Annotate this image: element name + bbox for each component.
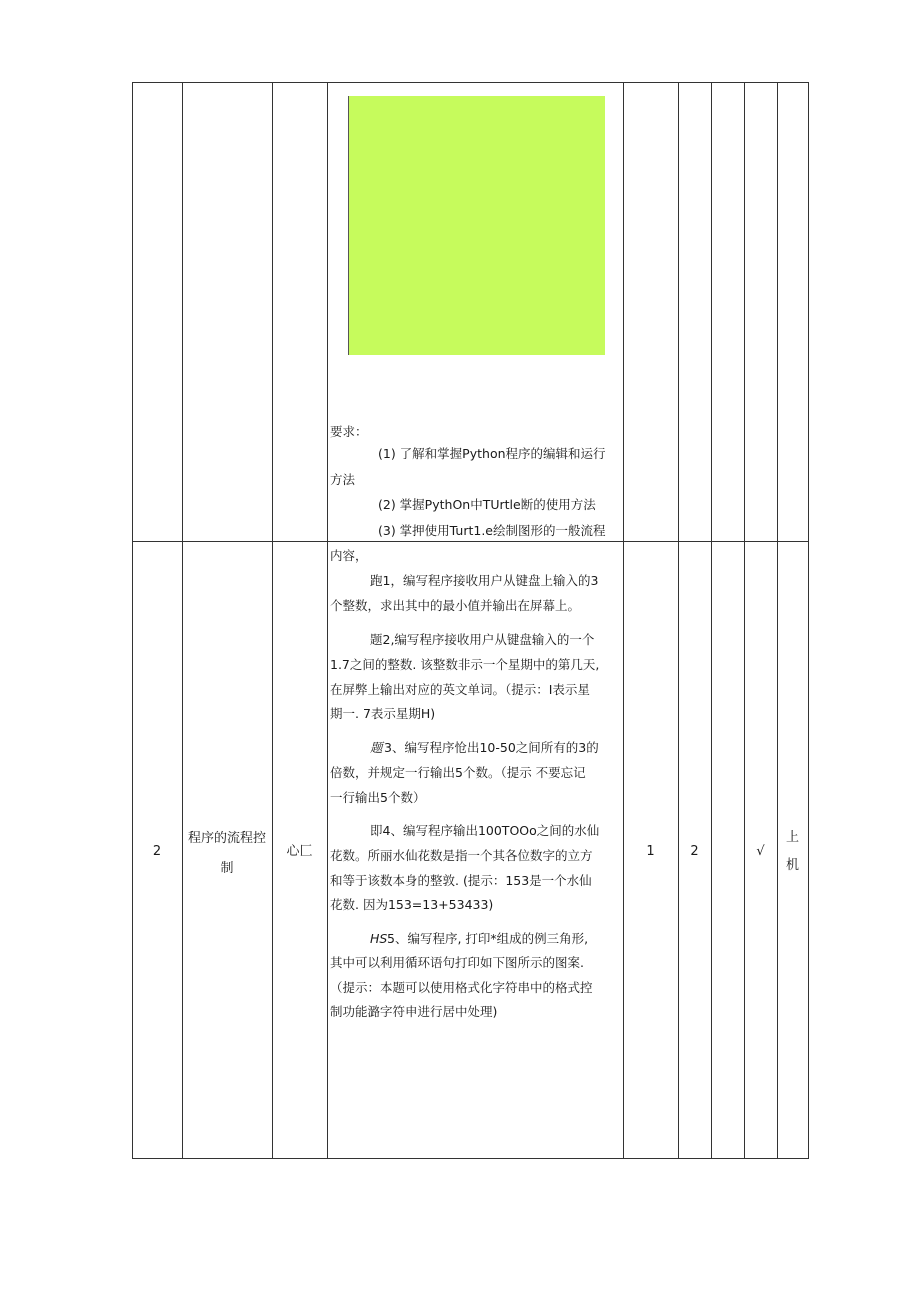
content-heading: 内容， [330,548,368,563]
credit-value: 2 [690,844,699,859]
question-4-line-1: 即4、编写程序输出100TOOo之间的水仙 [370,823,600,838]
requirement-1-line-2: 方法 [330,472,356,487]
table-bottom-border [132,1158,809,1159]
column-border-7 [711,82,712,1159]
question-3-prefix: 题 [370,740,383,755]
question-5-line-1: 5、编写程序, 打印*组成的例三角形, [387,931,589,946]
question-2-line-2: 1.7之间的整数. 该整数非示一个星期中的第几天, [330,657,600,672]
hours-value: 1 [646,844,655,859]
row-number: 2 [152,844,162,859]
mode-line-2: 机 [785,858,799,873]
question-4-line-2: 花数。所丽水仙花数是指一个其各位数字的立方 [330,848,593,863]
column-border-8 [744,82,745,1159]
column-border-2 [182,82,183,1159]
question-3-line-2: 倍数，并规定一行输出5个数。（提示 不要忘记 [330,765,586,780]
question-2-line-4: 期一. 7表示星期H) [330,706,436,721]
required-check: √ [756,844,765,859]
table-top-border [132,82,809,83]
question-1-line-2: 个整数，求出其中的最小值并输出在屏幕上。 [330,598,581,613]
column-border-10 [808,82,809,1159]
green-square-image [348,96,605,355]
question-5-prefix: HS [370,931,388,946]
row-divider [132,541,809,542]
requirement-2: (2) 掌握PythOn中TUrtle断的使用方法 [378,497,596,512]
question-4-line-3: 和等于该数本身的整敦. (提示：153是一个水仙 [330,873,592,888]
column-border-4 [327,82,328,1159]
question-3-line-1: 3、编写程序怆出10-50之间所有的3的 [384,740,599,755]
column-border-6 [678,82,679,1159]
question-3-line-3: 一行输出5个数） [330,790,426,805]
experiment-type: 心匚 [286,844,313,859]
requirement-3: (3) 掌押使用Turt1.e绘制图形的一般流程 [378,523,606,538]
question-2-line-1: 题2,编写程序接收用户从键盘输入的一个 [370,632,595,647]
question-5-line-3: （提示：本题可以使用格式化字符串中的格式控 [330,980,593,995]
question-2-line-3: 在屏弊上输出对应的英文单词。（提示：I表示星 [330,682,590,697]
column-border-5 [623,82,624,1159]
topic-title-line-1: 程序的流程控 [187,831,266,846]
question-4-line-4: 花数. 因为153=13+53433) [330,897,494,912]
column-border-9 [777,82,778,1159]
question-1-line-1: 跑1，编写程序接收用户从键盘上输入的3 [370,573,599,588]
topic-title-line-2: 制 [220,861,234,876]
mode-line-1: 上 [785,830,799,845]
question-5-line-4: 制功能潞字符申进行居中处理) [330,1004,498,1019]
column-border-1 [132,82,133,1159]
question-5-line-2: 其中可以利用循环语句打印如下图所示的图案. [330,955,584,970]
requirement-1-line-1: (1) 了解和掌握Python程序的编辑和运行 [378,446,606,461]
requirements-title: 要求： [330,424,368,439]
column-border-3 [272,82,273,1159]
